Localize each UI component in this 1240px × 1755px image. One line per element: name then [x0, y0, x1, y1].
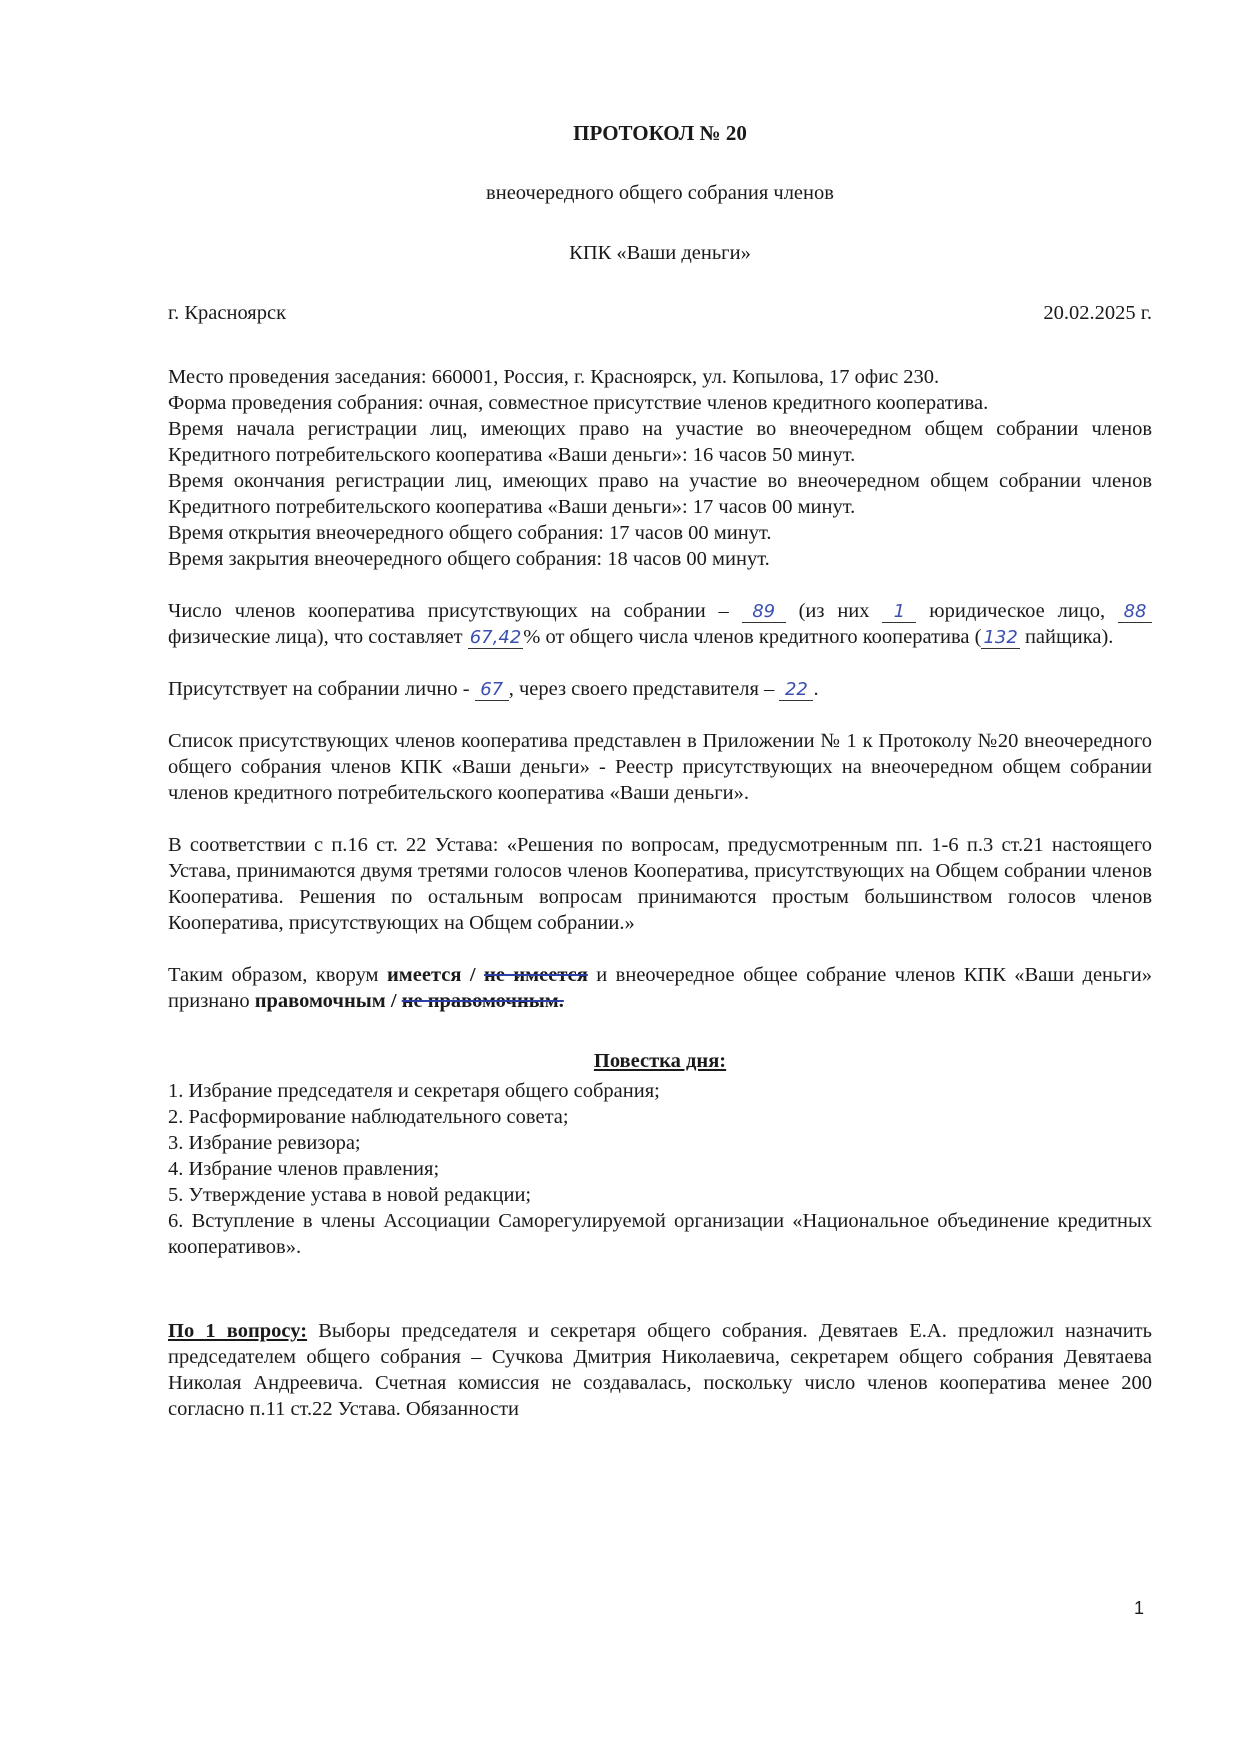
city: г. Красноярск — [168, 302, 287, 324]
handwritten-proxy-count: 22 — [779, 680, 813, 701]
agenda-item: 3. Избрание ревизора; — [168, 1132, 361, 1154]
quorum-paragraph — [168, 962, 1152, 1014]
members-text: физические лица), что составляет — [168, 626, 463, 648]
question-1-text: Выборы председателя и секретаря общего собрания. Девятаев Е.А. предложил назначить председателем общего собрания – Сучкова Дмитрия Николаевича, секретарем общего собрания Девятаева Николая Андреевича. Счетная комиссия не создавалась, поскольку число членов кооператива менее 200 согласно п.11 ст.22 Устава. Обязанности — [168, 1320, 1152, 1420]
handwritten-total-members: 89 — [742, 602, 786, 623]
handwritten-percent: 67,42 — [469, 627, 522, 648]
document-body — [168, 120, 1152, 1422]
document-title: ПРОТОКОЛ № 20 — [573, 121, 747, 145]
members-text: Число членов кооператива присутствующих на собрании – — [168, 600, 729, 622]
members-text: % от общего числа членов кредитного кооператива ( — [523, 626, 982, 648]
agenda-item: 5. Утверждение устава в новой редакции; — [168, 1184, 532, 1206]
info-line: Время начала регистрации лиц, имеющих право на участие во внеочередном общем собрании членов Кредитного потребительского кооператива «Ваши деньги»: 16 часов 50 минут. — [168, 418, 1152, 466]
handwritten-personal-count: 67 — [475, 680, 509, 701]
question-1-label: По 1 вопросу: — [168, 1320, 308, 1342]
valid-option: правомочным / — [254, 990, 397, 1012]
members-count-paragraph — [168, 598, 1152, 650]
handwritten-individuals: 88 — [1118, 602, 1152, 623]
quorum-text: Таким образом, кворум — [168, 964, 379, 986]
agenda-heading: Повестка дня: — [593, 1050, 727, 1072]
agenda-item: 4. Избрание членов правления; — [168, 1158, 440, 1180]
info-line: Время окончания регистрации лиц, имеющих право на участие во внеочередном общем собрании членов Кредитного потребительского кооператива «Ваши деньги»: 17 часов 00 минут. — [168, 470, 1152, 518]
quorum-absent-option-struck: не имеется — [484, 964, 588, 986]
quorum-present-option: имеется / — [386, 964, 476, 986]
charter-quote-paragraph: В соответствии с п.16 ст. 22 Устава: «Решения по вопросам, предусмотренным пп. 1-6 п.3 ст.21 настоящего Устава, принимаются двумя третями голосов членов Кооператива, присутствующих на Общем собрании членов Кооператива. Решения по остальным вопросам принимаются простым большинством голосов членов Кооператива, присутствующих на Общем собрании.» — [168, 834, 1152, 934]
invalid-option-struck: не правомочным. — [401, 990, 564, 1012]
city-date-row — [168, 300, 1152, 326]
organization-name: КПК «Ваши деньги» — [569, 242, 751, 264]
presence-text: , через своего представителя – — [508, 678, 775, 700]
agenda-item: 1. Избрание председателя и секретаря общего собрания; — [168, 1080, 660, 1102]
attendee-list-paragraph: Список присутствующих членов кооператива представлен в Приложении № 1 к Протоколу №20 внеочередного общего собрания членов КПК «Ваши деньги» - Реестр присутствующих на внеочередном общем собрании членов кредитного потребительского кооператива «Ваши деньги». — [168, 730, 1152, 804]
presence-text: . — [813, 678, 819, 700]
info-line: Место проведения заседания: 660001, Россия, г. Красноярск, ул. Копылова, 17 офис 230. — [168, 366, 940, 388]
info-line: Время открытия внеочередного общего собрания: 17 часов 00 минут. — [168, 522, 772, 544]
agenda-item: 6. Вступление в члены Ассоциации Саморегулируемой организации «Национальное объединение кредитных кооперативов». — [168, 1210, 1152, 1258]
handwritten-legal-entities: 1 — [882, 602, 916, 623]
meeting-info — [168, 364, 1152, 572]
handwritten-shareholders: 132 — [983, 627, 1018, 648]
presence-text: Присутствует на собрании лично - — [168, 678, 470, 700]
presence-paragraph — [168, 676, 1152, 702]
page-number: 1 — [1133, 1598, 1144, 1618]
agenda-list — [168, 1078, 1152, 1260]
quorum-text: и внеочередное общее собрание членов КПК «Ваши деньги» признано — [168, 964, 1152, 1012]
members-text: пайщика). — [1024, 626, 1114, 648]
info-line: Время закрытия внеочередного общего собрания: 18 часов 00 минут. — [168, 548, 770, 570]
document-date: 20.02.2025 г. — [1043, 302, 1152, 324]
info-line: Форма проведения собрания: очная, совместное присутствие членов кредитного кооператива. — [168, 392, 989, 414]
document-subtitle: внеочередного общего собрания членов — [486, 182, 834, 204]
members-text: (из них — [798, 600, 870, 622]
agenda-item: 2. Расформирование наблюдательного совета; — [168, 1106, 569, 1128]
question-1-paragraph — [168, 1318, 1152, 1422]
members-text: юридическое лицо, — [929, 600, 1106, 622]
